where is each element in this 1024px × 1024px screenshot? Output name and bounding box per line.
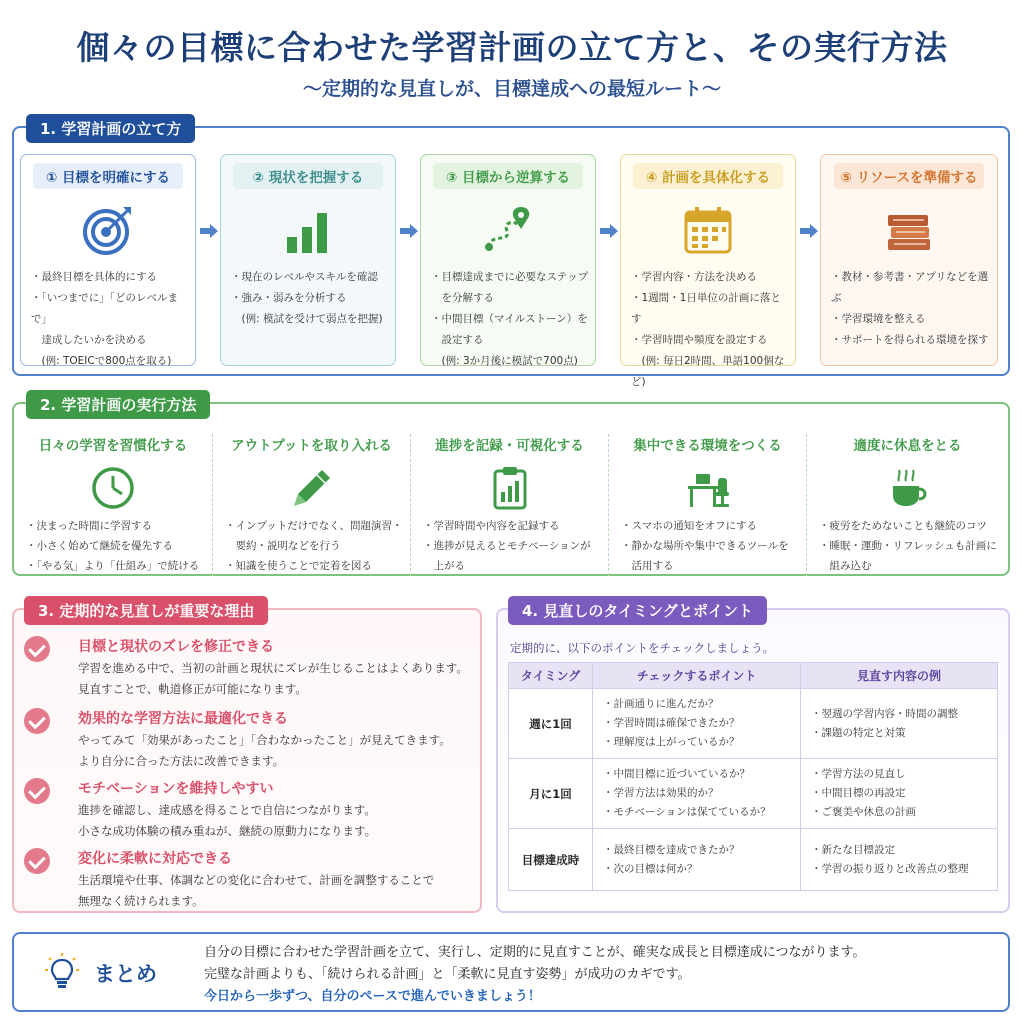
summary-box	[12, 932, 1010, 1012]
summary-label: まとめ	[94, 962, 157, 986]
timing-cell: 目標達成時	[509, 829, 593, 891]
column-header: 見直す内容の例	[801, 663, 998, 689]
examples-cell: ・翌週の学習内容・時間の調整 ・課題の特定と対策	[801, 689, 998, 759]
execution-habit	[14, 434, 212, 576]
check-circle-icon	[24, 778, 50, 804]
summary-body	[204, 942, 865, 1008]
section-planning	[12, 120, 1010, 388]
pencil-icon	[288, 464, 336, 512]
step-title: ② 現状を把握する	[233, 163, 383, 189]
execution-title: 集中できる環境をつくる	[633, 438, 782, 454]
column-header: タイミング	[509, 663, 593, 689]
execution-track	[410, 434, 608, 576]
execution-rest	[806, 434, 1008, 576]
examples-cell: ・新たな目標設定 ・学習の振り返りと改善点の整理	[801, 829, 998, 891]
summary-line: 完璧な計画よりも、「続けられる計画」と「柔軟に見直す姿勢」が成功のカギです。	[204, 967, 691, 982]
step-title: ① 目標を明確にする	[33, 163, 183, 189]
check-circle-icon	[24, 636, 50, 662]
step-title: ③ 目標から逆算する	[433, 163, 583, 189]
execution-title: アウトプットを取り入れる	[231, 438, 392, 454]
page-subtitle: 〜定期的な見直しが、目標達成への最短ルート〜	[302, 78, 721, 100]
execution-body: ・学習時間や内容を記録する ・進捗が見えるとモチベーションが 上がる	[423, 520, 591, 572]
arrow-right-icon	[800, 224, 818, 238]
route-pin-icon	[481, 203, 535, 257]
desk-chair-icon	[684, 464, 732, 512]
calendar-icon	[681, 203, 735, 257]
execution-body: ・疲労をためないことも継続のコツ ・睡眠・運動・リフレッシュも計画に 組み込む	[819, 520, 997, 572]
section-review-timing-label: 4. 見直しのタイミングとポイント	[508, 596, 767, 625]
check-points-cell: ・計画通りに進んだか？ ・学習時間は確保できたか？ ・理解度は上がっているか？	[593, 689, 801, 759]
execution-title: 進捗を記録・可視化する	[435, 438, 584, 454]
table-row	[509, 759, 998, 829]
step-body: ・学習内容・方法を決める ・1週間・1日単位の計画に落とす ・学習時間や頻度を設定する (例: 毎日2時間、単語100個など)	[631, 271, 785, 388]
review-intro: 定期的に、以下のポイントをチェックしましょう。	[510, 641, 775, 655]
timing-cell: 週に1回	[509, 689, 593, 759]
execution-body: ・決まった時間に学習する ・小さく始めて継続を優先する ・「やる気」より「仕組み」で続ける	[26, 520, 200, 572]
step-clarify-goal	[20, 154, 196, 366]
books-icon	[882, 203, 936, 257]
bar-chart-icon	[281, 203, 335, 257]
table-row	[509, 689, 998, 759]
section-review-timing	[496, 602, 1010, 913]
section-execution-label: 2. 学習計画の実行方法	[26, 390, 210, 419]
execution-body: ・インプットだけでなく、問題演習・ 要約・説明などを行う ・知識を使うことで定着を図る	[225, 520, 403, 572]
summary-line: 今日から一歩ずつ、自分のペースで進んでいきましょう！	[204, 989, 541, 1004]
step-backcast	[420, 154, 596, 366]
column-header: チェックするポイント	[593, 663, 801, 689]
step-title: ⑤ リソースを準備する	[834, 163, 984, 189]
step-concretize	[620, 154, 796, 388]
lightbulb-icon	[42, 952, 82, 992]
section-planning-label: 1. 学習計画の立て方	[26, 114, 195, 143]
step-body: ・現在のレベルやスキルを確認 ・強み・弱みを分析する (例: 模試を受けて弱点を把握)	[231, 271, 383, 325]
reason-body: やってみて「効果があったこと」「合わなかったこと」が見えてきます。 より自分に合った方法に改善できます。	[78, 733, 451, 768]
reason-title: 変化に柔軟に対応できる	[78, 851, 232, 867]
page-title: 個々の目標に合わせた学習計画の立て方と、その実行方法	[76, 28, 948, 67]
section-review-reasons-label: 3. 定期的な見直しが重要な理由	[24, 596, 268, 625]
clock-icon	[89, 464, 137, 512]
step-body: ・教材・参考書・アプリなどを選ぶ ・学習環境を整える ・サポートを得られる環境を探す	[831, 271, 989, 346]
reason-body: 学習を進める中で、当初の計画と現状にズレが生じることはよくあります。 見直すことで、軌道修正が可能になります。	[78, 661, 468, 696]
coffee-cup-icon	[884, 464, 932, 512]
arrow-right-icon	[600, 224, 618, 238]
step-body: ・最終目標を具体的にする ・「いつまでに」「どのレベルまで」 達成したいかを決める (例: TOEICで800点を取る)	[31, 271, 178, 367]
execution-output	[212, 434, 410, 576]
reason-body: 生活環境や仕事、体調などの変化に合わせて、計画を調整することで 無理なく続けられます。	[78, 873, 435, 908]
check-circle-icon	[24, 708, 50, 734]
summary-line: 自分の目標に合わせた学習計画を立て、実行し、定期的に見直すことが、確実な成長と目標達成につながります。	[204, 945, 866, 960]
arrow-right-icon	[200, 224, 218, 238]
review-table	[508, 662, 998, 891]
check-points-cell: ・中間目標に近づいているか？ ・学習方法は効果的か？ ・モチベーションは保てているか？	[593, 759, 801, 829]
check-circle-icon	[24, 848, 50, 874]
table-row	[509, 829, 998, 891]
execution-body: ・スマホの通知をオフにする ・静かな場所や集中できるツールを 活用する	[621, 520, 789, 572]
step-body: ・目標達成までに必要なステップ を分解する ・中間目標（マイルストーン）を 設定する (例: 3か月後に模試で700点)	[431, 271, 589, 367]
reason-title: 効果的な学習方法に最適化できる	[78, 711, 288, 727]
section-execution	[12, 396, 1010, 576]
reason-body: 進捗を確認し、達成感を得ることで自信につながります。 小さな成功体験の積み重ねが、継続の原動力になります。	[78, 803, 377, 838]
execution-title: 日々の学習を習慣化する	[38, 438, 188, 454]
reason-title: モチベーションを維持しやすい	[78, 781, 274, 797]
examples-cell: ・学習方法の見直し ・中間目標の再設定 ・ご褒美や休息の計画	[801, 759, 998, 829]
step-title: ④ 計画を具体化する	[633, 163, 783, 189]
execution-title: 適度に休息をとる	[853, 438, 962, 454]
step-prepare-resources	[820, 154, 998, 366]
check-points-cell: ・最終目標を達成できたか？ ・次の目標は何か？	[593, 829, 801, 891]
section-review-reasons	[12, 602, 482, 913]
step-assess-current	[220, 154, 396, 366]
clipboard-chart-icon	[486, 464, 534, 512]
execution-environment	[608, 434, 806, 576]
arrow-right-icon	[400, 224, 418, 238]
target-icon	[81, 203, 135, 257]
reason-title: 目標と現状のズレを修正できる	[78, 639, 274, 655]
timing-cell: 月に1回	[509, 759, 593, 829]
